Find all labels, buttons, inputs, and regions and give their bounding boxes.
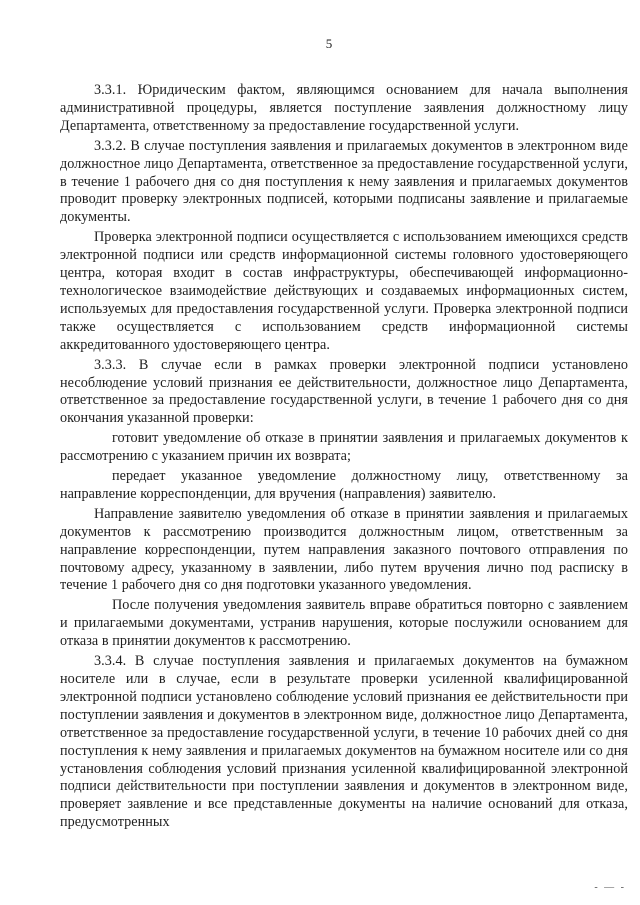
paragraph-3-3-4: 3.3.4. В случае поступления заявления и прилагаемых документов на бумажном носителе или в случае, если в результате проверки усиленной квалифицированной электронной подписи установлено соблюдение условий признания ее действительности при поступлении заявления и документов в электронном виде, должностное лицо Департамента, ответственное за предоставление государственной услуги, в течение 10 рабочих дней со дня поступления к нему заявления и прилагаемых документов на бумажном носителе или со дня установления соблюдения условий признания усиленной квалифицированной электронной подписи действительности при поступлении заявления и документов в электронном виде, проверяет заявление и все представленные документы на наличие оснований для отказа, предусмотренных — [60, 653, 628, 831]
document-body — [60, 82, 628, 832]
paragraph-3-3-3: 3.3.3. В случае если в рамках проверки электронной подписи установлено несоблюдение условий признания ее действительности, должностное лицо Департамента, ответственное за предоставление государственной услуги, в течение 1 рабочего дня со дня окончания указанной проверки: — [60, 356, 628, 427]
paragraph-3-3-2: 3.3.2. В случае поступления заявления и прилагаемых документов в электронном виде должностное лицо Департамента, ответственное за предоставление государственной услуги, в течение 1 рабочего дня со дня поступления к нему заявления и прилагаемых документов проводит проверку электронных подписей, которыми подписаны заявление и прилагаемые документы. — [60, 137, 628, 226]
footer-marks: - — - — [594, 882, 626, 893]
paragraph-transfer-notice: передает указанное уведомление должностному лицу, ответственному за направление корреспонденции, для вручения (направления) заявителю. — [60, 468, 628, 502]
paragraph-prepare-notice: готовит уведомление об отказе в принятии заявления и прилагаемых документов к рассмотрению с указанием причин их возврата; — [60, 430, 628, 465]
paragraph-notice-delivery: Направление заявителю уведомления об отказе в принятии заявления и прилагаемых документов к рассмотрению производится должностным лицом, ответственным за направление корреспонденции, путем направления заказного почтового отправления по почтовому адресу, указанному в заявлении, либо путем вручения лично под расписку в течение 1 рабочего дня со дня подготовки указанного уведомления. — [60, 505, 628, 594]
paragraph-reapply: После получения уведомления заявитель вправе обратиться повторно с заявлением и прилагаемыми документами, устранив нарушения, которые послужили основанием для отказа в принятии документов к рассмотрению. — [60, 597, 628, 650]
paragraph-3-3-1: 3.3.1. Юридическим фактом, являющимся основанием для начала выполнения административной процедуры, является поступление заявления должностному лицу Департамента, ответственному за предоставление государственной услуги. — [60, 82, 628, 134]
paragraph-signature-check: Проверка электронной подписи осуществляется с использованием имеющихся средств электронной подписи или средств информационной системы головного удостоверяющего центра, которая входит в состав инфраструктуры, обеспечивающей информационно-технологическое взаимодействие действующих и создаваемых информационных систем, используемых для предоставления государственной услуги. Проверка электронной подписи также осуществляется с использованием средств информационной системы аккредитованного удостоверяющего центра. — [60, 229, 628, 353]
page-number: 5 — [325, 36, 333, 51]
